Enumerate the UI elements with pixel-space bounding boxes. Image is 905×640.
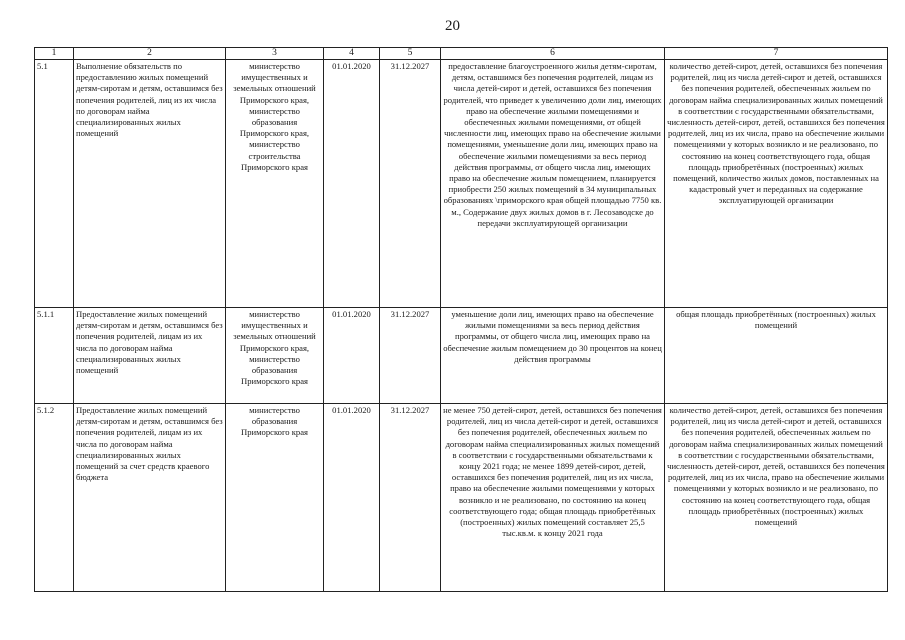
- indicator: количество детей-сирот, детей, оставшихся без попечения родителей, лиц из числа детей-сирот и детей, оставшихся без попечения родителей, обеспеченных жильем по договорам найма специализированных жилых помещений в соответствии с государственными обязательствами, численность детей-сирот, детей, оставшихся без попечения родителей, лиц из их числа, право на обеспечение жилыми помещениями у которых возникло и не реализовано, по состоянию на конец соответствующего года, общая площадь приобретённых (построенных) жилых помещений: [665, 404, 888, 592]
- end-date: 31.12.2027: [380, 60, 441, 308]
- start-date: 01.01.2020: [324, 308, 380, 404]
- activity-name: Предоставление жилых помещений детям-сиротам и детям, оставшимся без попечения родителей, лицам из их числа по договорам найма специализированных жилых помещений: [74, 308, 226, 404]
- start-date: 01.01.2020: [324, 60, 380, 308]
- row-number: 5.1.1: [35, 308, 74, 404]
- header-cell: 1: [35, 48, 74, 60]
- expected-result: уменьшение доли лиц, имеющих право на обеспечение жилыми помещениями за весь период действия программы, от общего числа лиц, имеющих право на обеспечение жилым помещением до 30 процентов на конец действия программы: [441, 308, 665, 404]
- header-cell: 2: [74, 48, 226, 60]
- executor: министерство образования Приморского края: [226, 404, 324, 592]
- program-table: [34, 47, 888, 592]
- expected-result: предоставление благоустроенного жилья детям-сиротам, детям, оставшимся без попечения родителей, лицам из числа детей-сирот и детей, оставшихся без попечения родителей, что приведет к увеличению доли лиц, имеющих право на обеспечение жилыми помещениями и обеспеченных жилыми помещениями, от общей численности лиц, имеющих право на обеспечение жилыми помещениями, уменьшение доли лиц, имеющих право на обеспечение жилыми помещениями за весь период действия программы, от общего числа лиц, имеющих право на обеспечение жилым помещением, планируется приобрести 250 жилых помещений в 34 муниципальных образованиях \приморского края общей площадью 7750 кв. м., Содержание двух жилых домов в г. Лесозаводске до передачи эксплуатирующей организации: [441, 60, 665, 308]
- executor: министерство имущественных и земельных отношений Приморского края, министерство образования Приморского края: [226, 308, 324, 404]
- table-row: [35, 308, 888, 404]
- activity-name: Предоставление жилых помещений детям-сиротам и детям, оставшимся без попечения родителей, лицам из их числа по договорам найма специализированных жилых помещений за счет средств краевого бюджета: [74, 404, 226, 592]
- header-row: [35, 48, 888, 60]
- executor: министерство имущественных и земельных отношений Приморского края, министерство образования Приморского края, министерство строительства Приморского края: [226, 60, 324, 308]
- activity-name: Выполнение обязательств по предоставлению жилых помещений детям-сиротам и детям, оставшимся без попечения родителей, лиц из их числа по договорам найма специализированных жилых помещений: [74, 60, 226, 308]
- header-cell: 6: [441, 48, 665, 60]
- expected-result: не менее 750 детей-сирот, детей, оставшихся без попечения родителей, лиц из числа детей-сирот и детей, оставшихся без попечения родителей, обеспеченных жильем по договорам найма специализированных жилых помещений в соответствии с государственными обязательствами к концу 2021 года; не менее 1899 детей-сирот, детей, оставшихся без попечения родителей, лиц из их числа, право на обеспечение жилыми помещениями у которых возникло и не реализовано, по состоянию на конец соответствующего года; общая площадь приобретённых (построенных) жилых помещений составляет 25,5 тыс.кв.м. к концу 2021 года: [441, 404, 665, 592]
- indicator: общая площадь приобретённых (построенных) жилых помещений: [665, 308, 888, 404]
- page-number: 20: [445, 18, 460, 34]
- header-cell: 4: [324, 48, 380, 60]
- header-cell: 3: [226, 48, 324, 60]
- row-number: 5.1.2: [35, 404, 74, 592]
- end-date: 31.12.2027: [380, 404, 441, 592]
- end-date: 31.12.2027: [380, 308, 441, 404]
- row-number: 5.1: [35, 60, 74, 308]
- table-row: [35, 404, 888, 592]
- table-row: [35, 60, 888, 308]
- start-date: 01.01.2020: [324, 404, 380, 592]
- header-cell: 7: [665, 48, 888, 60]
- header-cell: 5: [380, 48, 441, 60]
- indicator: количество детей-сирот, детей, оставшихся без попечения родителей, лиц из числа детей-сирот и детей, оставшихся без попечения родителей, обеспеченных жильем по договорам найма специализированных жилых помещений в соответствии с государственными обязательствами, численность детей-сирот, детей, оставшихся без попечения родителей, лиц из их числа, право на обеспечение жилыми помещениями у которых возникло и не реализовано, по состоянию на конец соответствующего года, общая площадь приобретённых (построенных) жилых помещений, количество жилых домов, поставленных на кадастровый учет и переданных на содержание эксплуатирующей организации: [665, 60, 888, 308]
